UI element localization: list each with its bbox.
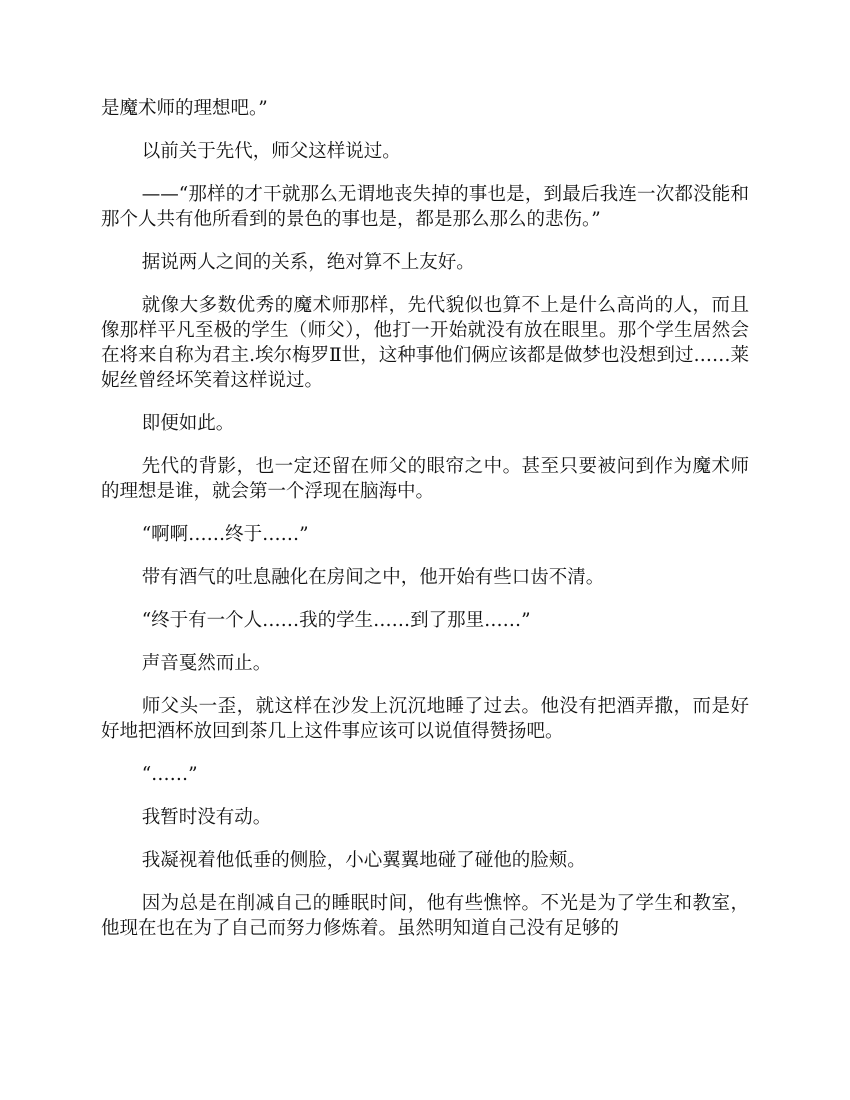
paragraph: 即便如此。: [141, 413, 235, 434]
paragraph: “……”: [141, 764, 198, 785]
document-page: [101, 96, 749, 959]
paragraph: 声音戛然而止。: [141, 653, 272, 674]
paragraph: 师父头一歪，就这样在沙发上沉沉地睡了过去。他没有把酒弄撒，而是好好地把酒杯放回到茶几上这件事应该可以说值得赞扬吧。: [101, 696, 749, 742]
paragraph: 先代的背影，也一定还留在师父的眼帘之中。甚至只要被问到作为魔术师的理想是谁，就会第一个浮现在脑海中。: [101, 456, 749, 502]
paragraph: 就像大多数优秀的魔术师那样，先代貌似也算不上是什么高尚的人，而且像那样平凡至极的学生（师父），他打一开始就没有放在眼里。那个学生居然会在将来自称为君主.埃尔梅罗Ⅱ世，这种事他们俩应该都是做梦也没想到过……莱妮丝曾经坏笑着这样说过。: [101, 295, 749, 391]
paragraph: ——“那样的才干就那么无谓地丧失掉的事也是，到最后我连一次都没能和那个人共有他所看到的景色的事也是，都是那么那么的悲伤。”: [101, 184, 749, 230]
paragraph: 以前关于先代，师父这样说过。: [141, 141, 401, 162]
paragraph: “啊啊……终于……”: [141, 524, 309, 545]
paragraph: 是魔术师的理想吧。”: [101, 98, 268, 119]
paragraph: “终于有一个人……我的学生……到了那里……”: [141, 610, 531, 631]
paragraph: 据说两人之间的关系，绝对算不上友好。: [141, 252, 475, 273]
paragraph: 带有酒气的吐息融化在房间之中，他开始有些口齿不清。: [141, 567, 605, 588]
paragraph: 我暂时没有动。: [141, 807, 272, 828]
paragraph: 因为总是在削减自己的睡眠时间，他有些憔悴。不光是为了学生和教室，他现在也在为了自己而努力修炼着。虽然明知道自己没有足够的: [101, 893, 749, 939]
paragraph: 我凝视着他低垂的侧脸，小心翼翼地碰了碰他的脸颊。: [141, 850, 586, 871]
